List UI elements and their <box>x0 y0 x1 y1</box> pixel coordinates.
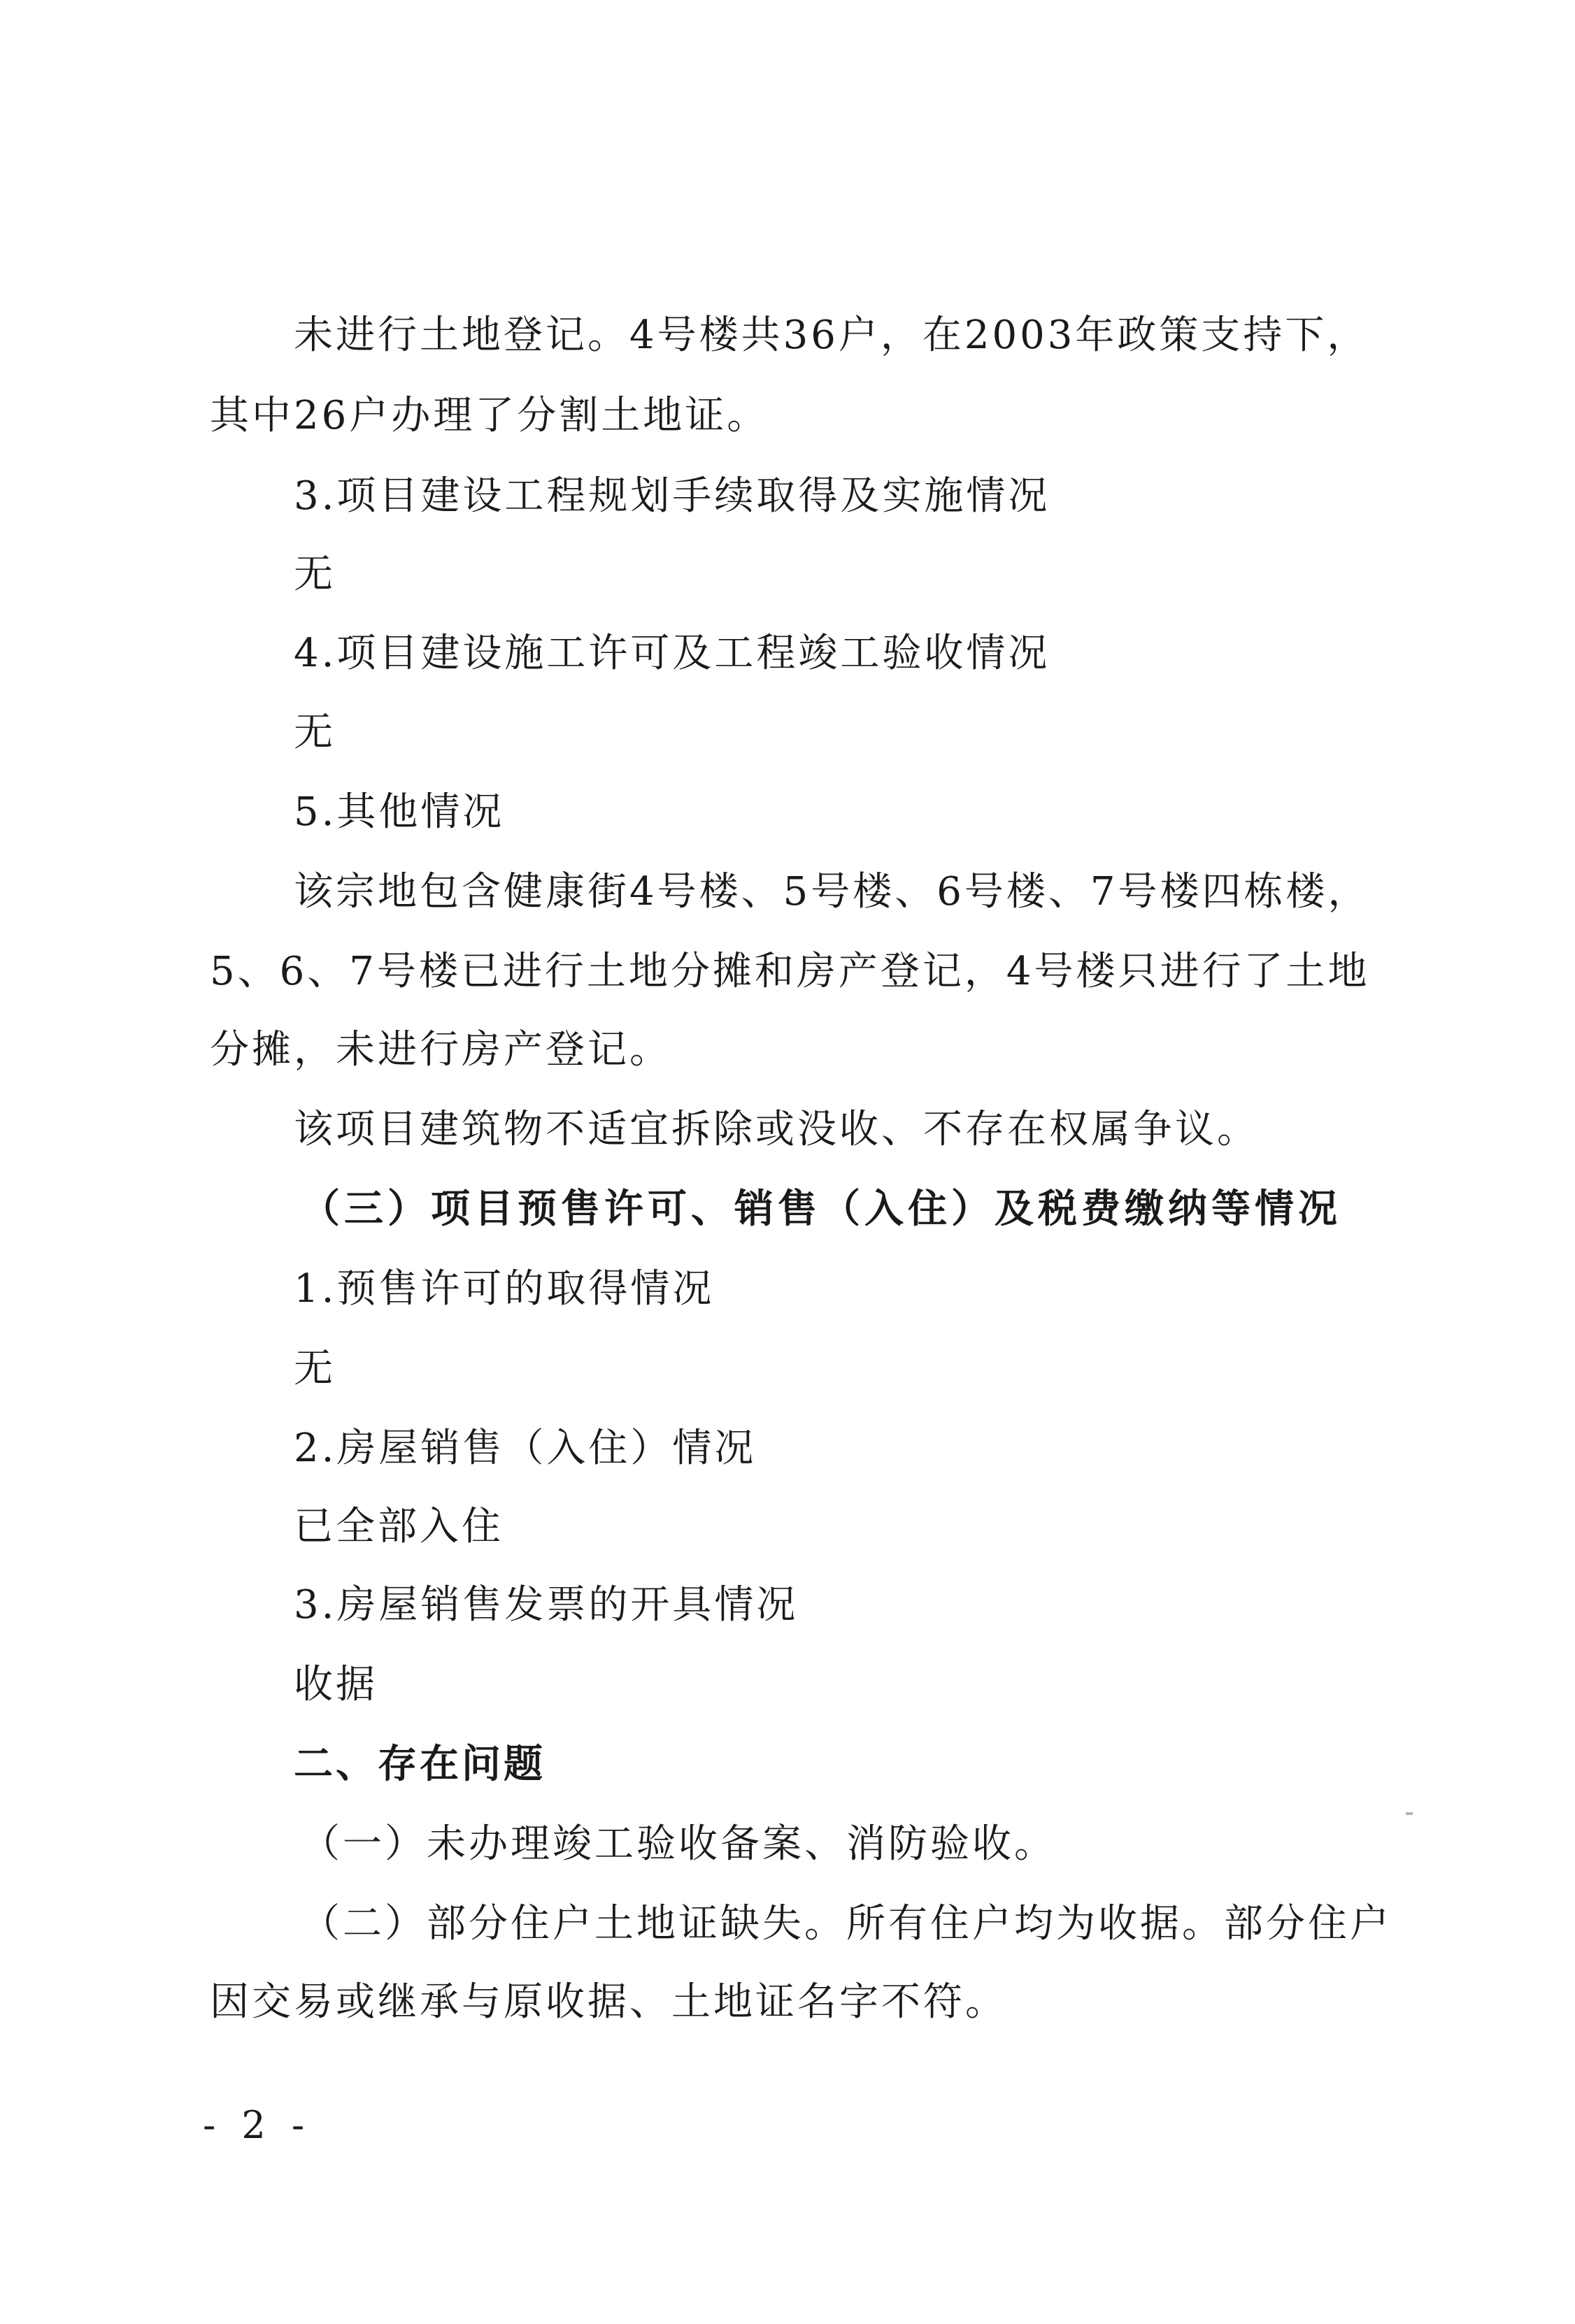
paragraph-line: 该宗地包含健康街4号楼、5号楼、6号楼、7号楼四栋楼， <box>294 869 1370 914</box>
paragraph-line: 因交易或继承与原收据、土地证名字不符。 <box>210 1979 1007 2025</box>
section-item-value: 无 <box>294 710 336 755</box>
paragraph-line: （二）部分住户土地证缺失。所有住户均为收据。部分住户 <box>301 1901 1392 1946</box>
subsection-heading: （三）项目预售许可、销售（入住）及税费缴纳等情况 <box>301 1186 1341 1232</box>
scan-artifact <box>1406 1812 1413 1815</box>
paragraph-line: 5、6、7号楼已进行土地分摊和房产登记，4号楼只进行了土地 <box>210 949 1370 994</box>
section-item-value: 收据 <box>294 1662 378 1707</box>
paragraph-line: （一）未办理竣工验收备案、消防验收。 <box>301 1821 1056 1867</box>
section-item-heading: 1.预售许可的取得情况 <box>294 1266 715 1312</box>
paragraph-line: 该项目建筑物不适宜拆除或没收、不存在权属争议。 <box>294 1107 1259 1152</box>
section-item-value: 无 <box>294 552 336 597</box>
paragraph-line: 未进行土地登记。4号楼共36户，在2003年政策支持下， <box>294 313 1369 358</box>
section-item-heading: 2.房屋销售（入住）情况 <box>294 1426 757 1471</box>
section-item-heading: 5.其他情况 <box>294 789 505 835</box>
paragraph-line: 其中26户办理了分割土地证。 <box>210 393 769 438</box>
section-heading: 二、存在问题 <box>294 1742 546 1787</box>
page-number: - 2 - <box>203 2103 312 2147</box>
section-item-heading: 4.项目建设施工许可及工程竣工验收情况 <box>294 631 1050 676</box>
paragraph-line: 分摊，未进行房产登记。 <box>210 1027 671 1073</box>
section-item-heading: 3.房屋销售发票的开具情况 <box>294 1582 799 1628</box>
section-item-value: 已全部入住 <box>294 1504 504 1549</box>
section-item-value: 无 <box>294 1346 336 1391</box>
section-item-heading: 3.项目建设工程规划手续取得及实施情况 <box>294 473 1050 519</box>
